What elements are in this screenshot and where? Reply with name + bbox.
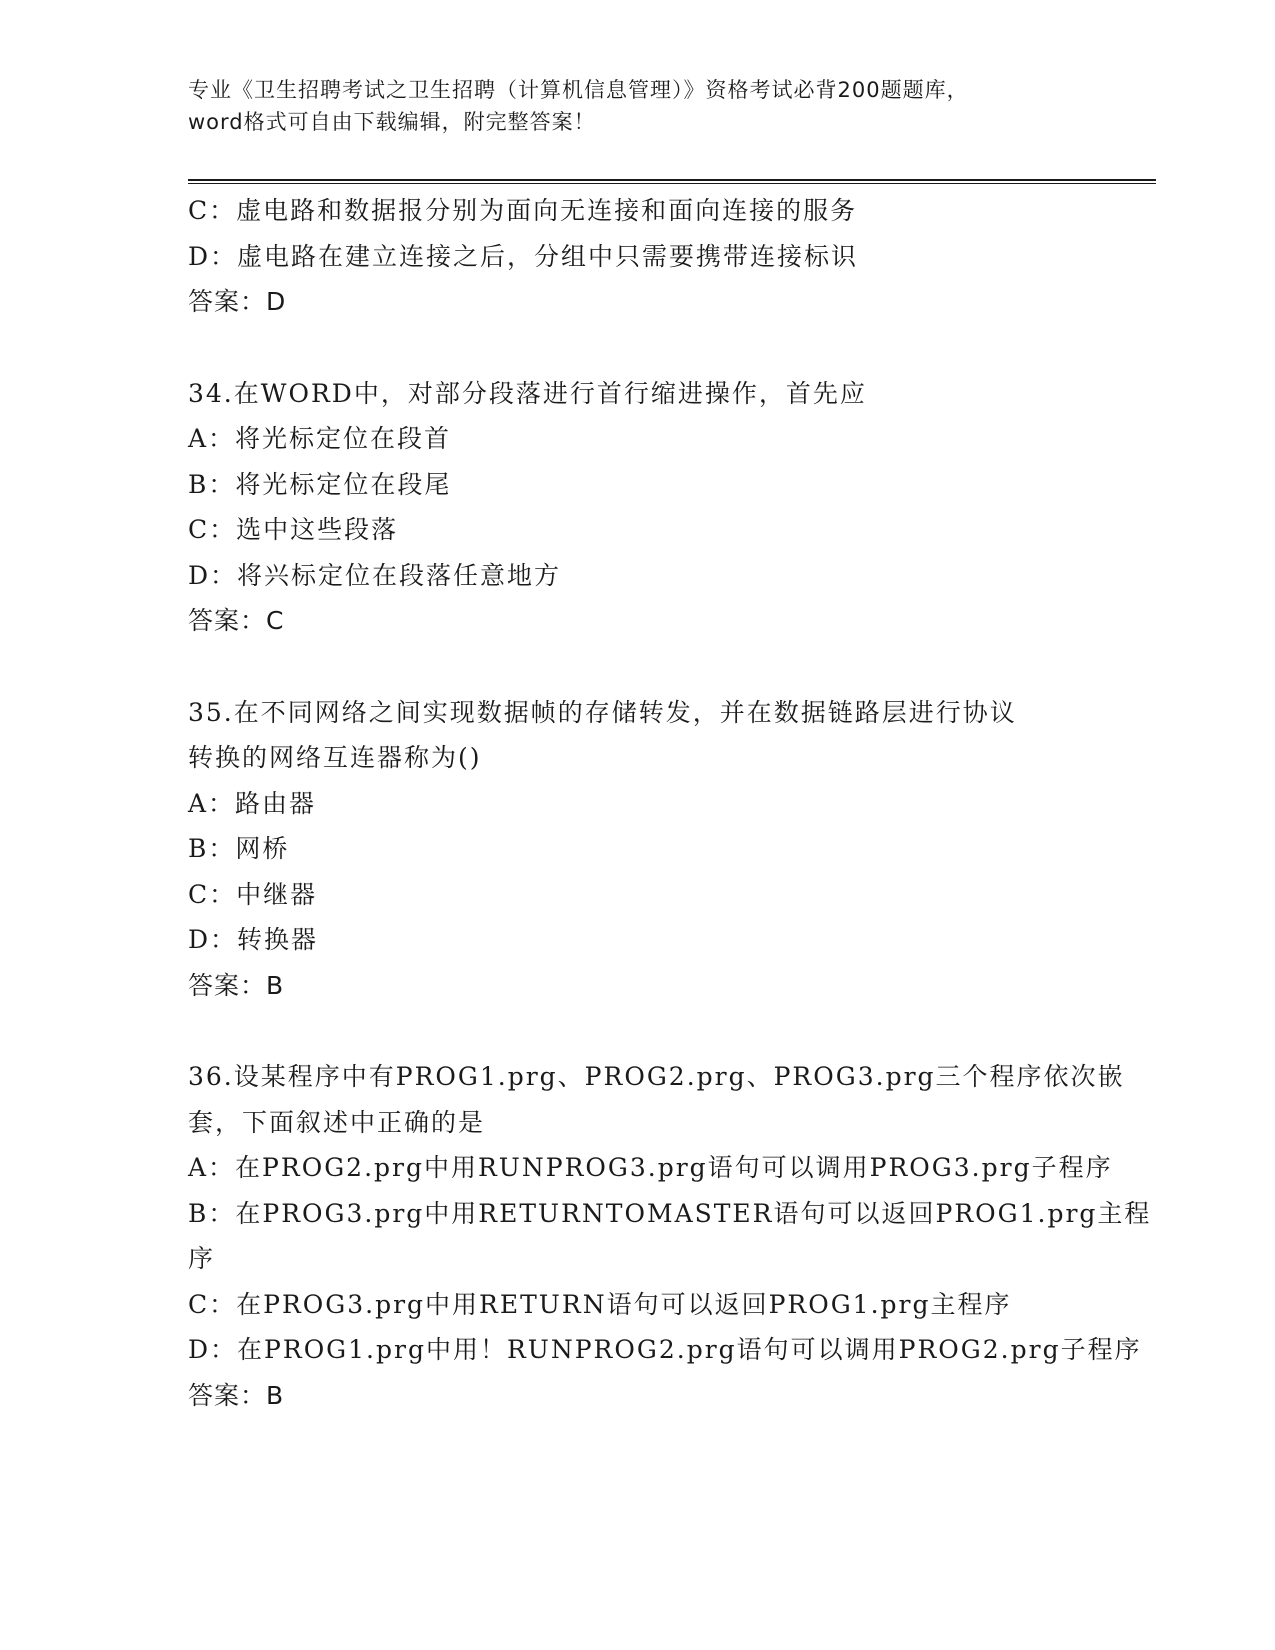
option-c: C：虚电路和数据报分别为面向无连接和面向连接的服务 (188, 196, 858, 225)
spacer (188, 644, 1088, 690)
answer: 答案：B (188, 970, 285, 1000)
option-a: A：在PROG2.prg中用RUNPROG3.prg语句可以调用PROG3.prg子程序 (188, 1153, 1113, 1182)
option-c: C：中继器 (188, 879, 318, 909)
option-c: C：在PROG3.prg中用RETURN语句可以返回PROG1.prg主程序 (188, 1289, 1012, 1319)
header-title-line-2: word格式可自由下载编辑，附完整答案！ (188, 110, 596, 134)
option-b-line-2: 序 (188, 1244, 216, 1273)
question-36 (188, 1054, 1152, 1418)
option-b: B：将光标定位在段尾 (188, 469, 452, 499)
answer: 答案：B (188, 1380, 285, 1410)
question-text-line-2: 套，下面叙述中正确的是 (188, 1107, 486, 1137)
header-divider-thick (188, 179, 1156, 181)
option-d: D：虚电路在建立连接之后，分组中只需要携带连接标识 (188, 241, 859, 271)
question-text: 34.在WORD中，对部分段落进行首行缩进操作，首先应 (188, 378, 867, 408)
question-text-line-2: 转换的网络互连器称为() (188, 743, 482, 772)
header-title-line-1: 专业《卫生招聘考试之卫生招聘（计算机信息管理）》资格考试必背200题题库， (188, 78, 969, 102)
question-33-tail (188, 188, 1088, 325)
option-d: D：转换器 (188, 925, 319, 954)
question-35 (188, 690, 1088, 1009)
spacer (188, 325, 1088, 371)
spacer (188, 1008, 1088, 1054)
option-b-line-1: B：在PROG3.prg中用RETURNTOMASTER语句可以返回PROG1.prg主程 (188, 1198, 1152, 1228)
question-text-line-1: 36.设某程序中有PROG1.prg、PROG2.prg、PROG3.prg三个程序依次嵌 (188, 1062, 1125, 1091)
option-a: A：将光标定位在段首 (188, 424, 452, 453)
option-d: D：将兴标定位在段落任意地方 (188, 560, 562, 590)
option-d: D：在PROG1.prg中用！RUNPROG2.prg语句可以调用PROG2.prg子程序 (188, 1335, 1142, 1364)
question-text-line-1: 35.在不同网络之间实现数据帧的存储转发，并在数据链路层进行协议 (188, 697, 1017, 727)
question-list (188, 188, 1152, 1418)
question-34 (188, 371, 1088, 644)
document-header (188, 74, 1088, 138)
option-c: C：选中这些段落 (188, 515, 399, 544)
answer: 答案：C (188, 606, 285, 635)
answer: 答案：D (188, 287, 287, 316)
option-a: A：路由器 (188, 788, 317, 818)
option-b: B：网桥 (188, 834, 290, 863)
header-divider-thin (188, 183, 1156, 184)
